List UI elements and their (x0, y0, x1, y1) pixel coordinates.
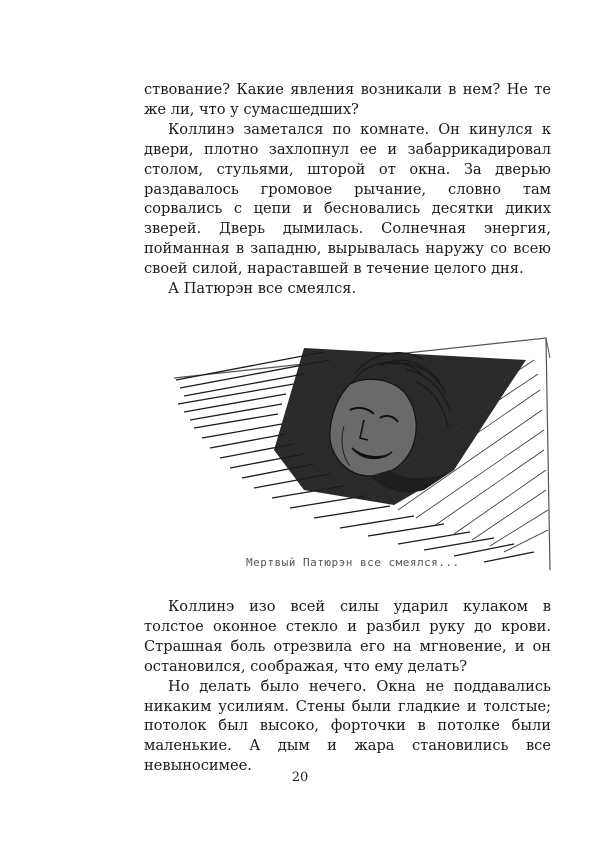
paragraph-nothing-to-do: Но делать было нечего. Окна не поддавались никаким усилиям. Стены были гладкие и толстые; потолок был высоко, форточки в потолке были маленькие. А дым и жара становились все невыносимее. (144, 677, 551, 775)
paragraph-broke-glass: Коллинэ изо всей силы ударил кулаком в толстое оконное стекло и разбил руку до крови. Страшная боль отрезвила его на мгновение, и он остановился, соображая, что ему делать? (144, 598, 551, 675)
illustration-dead-paturen (154, 330, 556, 578)
paragraph-continuation: ствование? Какие явления возникали в нем? Не те же ли, что у сумасшедших? (144, 81, 551, 118)
illustration-caption: Мертвый Патюрэн все смеялся... (246, 556, 460, 569)
paragraph-paturen-laughed: А Патюрэн все смеялся. (168, 280, 357, 298)
engraving-drawing (154, 330, 556, 578)
text-block-top (144, 80, 551, 299)
paragraph-collinet-rushed: Коллинэ заметался по комнате. Он кинулся к двери, плотно захлопнул ее и забаррикадировал столом, стульями, шторой от окна. За дверью раздавалось громовое рычание, словно там сорвались с цепи и бесновались десятки диких зверей. Дверь дымилась. Солнечная энергия, пойманная в западню, вырывалась наружу со всею своей силой, нараставшей в течение целого дня. (144, 120, 551, 278)
page-number: 20 (291, 770, 309, 785)
text-block-bottom (144, 597, 551, 776)
